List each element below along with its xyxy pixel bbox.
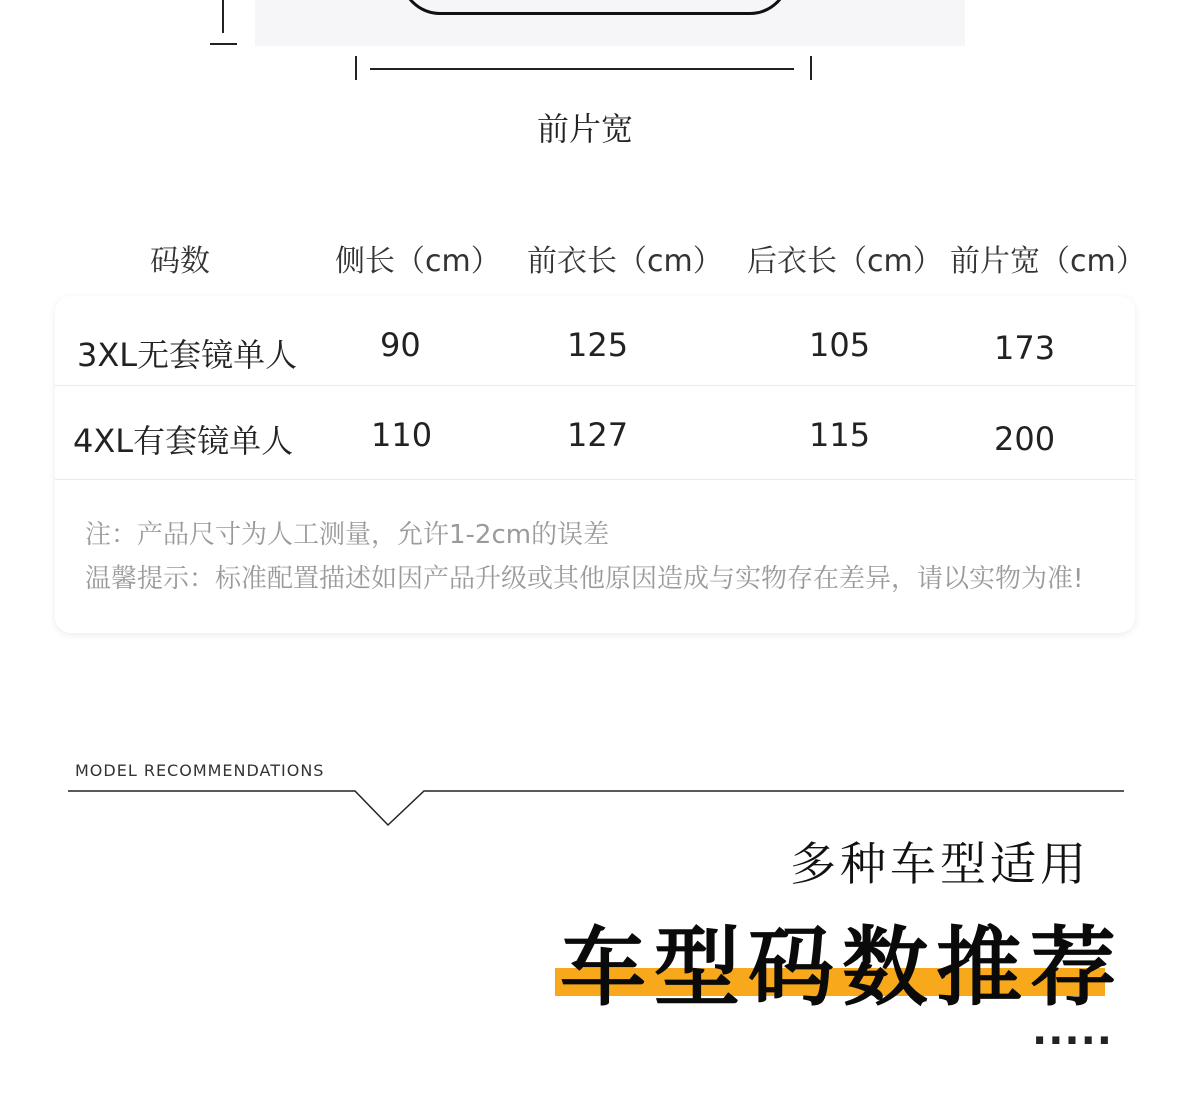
row-divider bbox=[55, 479, 1135, 480]
cell-side-length: 90 bbox=[380, 326, 421, 364]
cell-front-width: 200 bbox=[994, 420, 1056, 458]
cell-size: 4XL有套镜单人 bbox=[73, 422, 294, 460]
width-dimension-left-tick bbox=[355, 56, 357, 80]
cell-front-length: 125 bbox=[567, 326, 629, 364]
width-dimension-label: 前片宽 bbox=[536, 110, 633, 148]
header-side-length: 侧长（cm） bbox=[335, 244, 501, 279]
size-table-header bbox=[0, 236, 1200, 286]
cell-size: 3XL无套镜单人 bbox=[77, 336, 298, 374]
disclaimer-note: 温馨提示：标准配置描述如因产品升级或其他原因造成与实物存在差异，请以实物为准! bbox=[85, 564, 1084, 594]
decorative-dots: ····· bbox=[1032, 1018, 1113, 1064]
cell-side-length: 110 bbox=[371, 416, 433, 454]
header-back-length: 后衣长（cm） bbox=[747, 244, 943, 279]
cell-front-length: 127 bbox=[567, 416, 629, 454]
header-size: 码数 bbox=[150, 244, 210, 279]
cell-back-length: 115 bbox=[809, 416, 871, 454]
section-title: 车型码数推荐 bbox=[560, 918, 1124, 1018]
product-outline-shape bbox=[400, 0, 790, 15]
section-english-label: MODEL RECOMMENDATIONS bbox=[75, 761, 325, 780]
width-dimension-line bbox=[370, 68, 794, 70]
table-row bbox=[55, 296, 1135, 386]
table-row bbox=[55, 386, 1135, 480]
measurement-note: 注：产品尺寸为人工测量，允许1-2cm的误差 bbox=[85, 520, 610, 550]
header-front-width: 前片宽（cm） bbox=[950, 244, 1146, 279]
side-dimension-tick bbox=[222, 0, 224, 33]
section-subtitle: 多种车型适用 bbox=[790, 837, 1090, 891]
width-dimension-right-tick bbox=[810, 56, 812, 80]
cell-front-width: 173 bbox=[994, 329, 1056, 367]
side-dimension-baseline bbox=[210, 43, 237, 45]
size-table-card bbox=[55, 296, 1135, 633]
cell-back-length: 105 bbox=[809, 326, 871, 364]
header-front-length: 前衣长（cm） bbox=[527, 244, 723, 279]
section-divider-line bbox=[68, 785, 1128, 830]
